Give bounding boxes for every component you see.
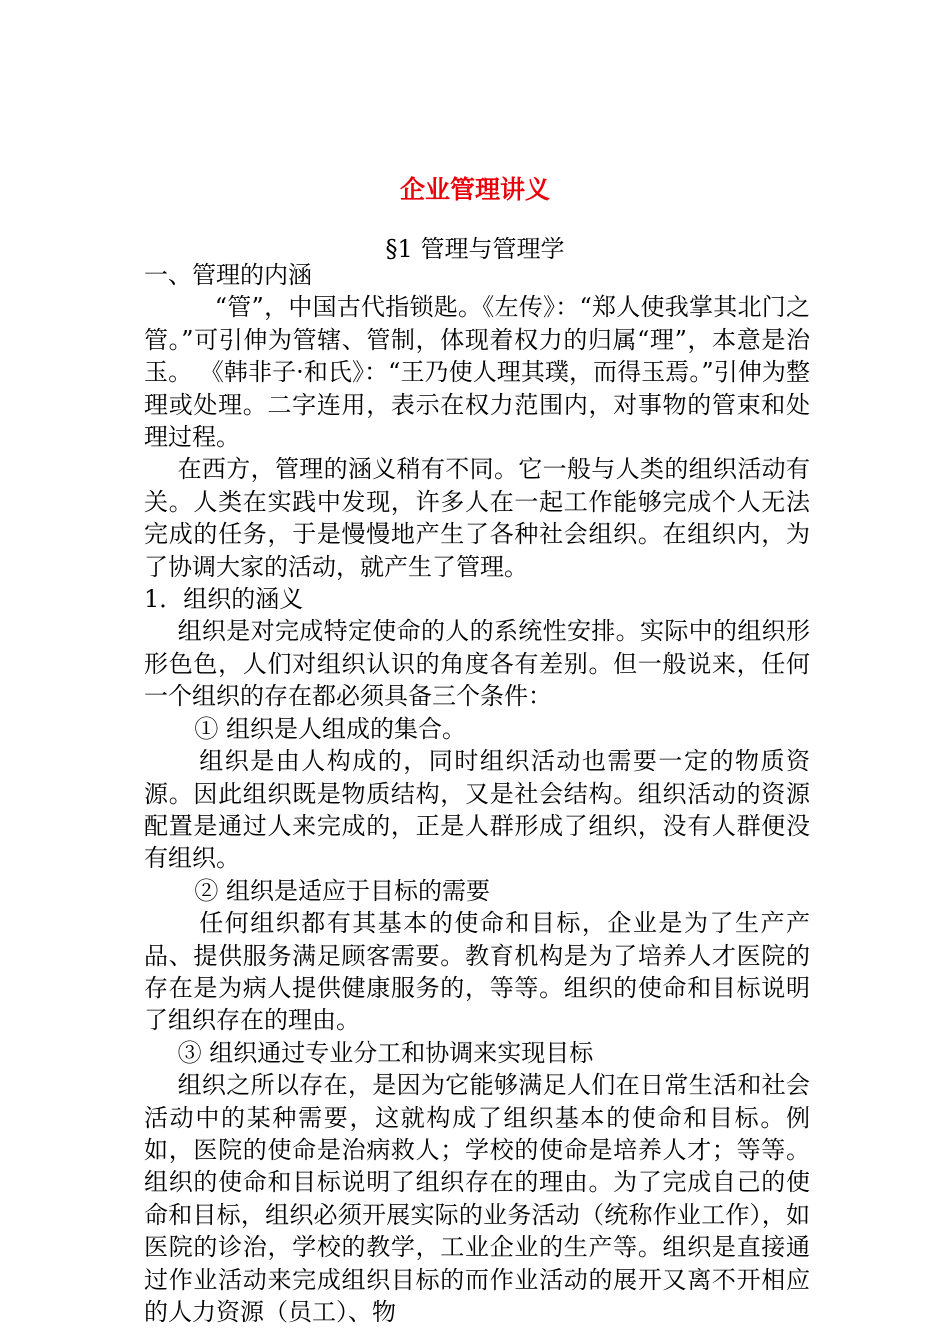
list-item: ② 组织是适应于目标的需要: [194, 876, 491, 905]
heading-organization-meaning: 1．组织的涵义: [144, 585, 304, 614]
paragraph: “管”，中国古代指锁匙。《左传》：“郑人使我掌其北门之管。”可引伸为管辖、管制，体现着权力的归属“理”，本意是治玉。 《韩非子·和氏》：“王乃使人理其璞，而得玉焉。”引伸为整理或处理。二字连用，表示在权力范围内，对事物的管束和处理过程。: [144, 293, 810, 452]
list-item: ① 组织是人组成的集合。: [194, 714, 467, 743]
paragraph: 组织是由人构成的，同时组织活动也需要一定的物质资源。因此组织既是物质结构，又是社会结构。组织活动的资源配置是通过人来完成的，正是人群形成了组织，没有人群便没有组织。: [144, 747, 810, 873]
section-title: §1 管理与管理学: [385, 235, 565, 263]
paragraph: 在西方，管理的涵义稍有不同。它一般与人类的组织活动有关。人类在实践中发现，许多人在一起工作能够完成个人无法完成的任务，于是慢慢地产生了各种社会组织。在组织内，为了协调大家的活动，就产生了管理。: [144, 455, 810, 581]
paragraph: 组织之所以存在，是因为它能够满足人们在日常生活和社会活动中的某种需要，这就构成了组织基本的使命和目标。例如，医院的使命是治病救人；学校的使命是培养人才；等等。组织的使命和目标说明了组织存在的理由。为了完成自己的使命和目标，组织必须开展实际的业务活动（统称作业工作），如医院的诊治，学校的教学，工业企业的生产等。组织是直接通过作业活动来完成组织目标的而作业活动的展开又离不开相应的人力资源（员工）、物: [144, 1071, 810, 1326]
document-title: 企业管理讲义: [399, 175, 550, 204]
paragraph: 任何组织都有其基本的使命和目标，企业是为了生产产品、提供服务满足顾客需要。教育机构是为了培养人才医院的存在是为病人提供健康服务的，等等。组织的使命和目标说明了组织存在的理由。: [144, 909, 810, 1035]
heading-management-meaning: 一、管理的内涵: [144, 261, 312, 289]
document-body: [144, 259, 810, 1328]
paragraph: 组织是对完成特定使命的人的系统性安排。实际中的组织形形色色，人们对组织认识的角度各有差别。但一般说来，任何一个组织的存在都必须具备三个条件：: [144, 617, 810, 711]
list-item: ③ 组织通过专业分工和协调来实现目标: [177, 1038, 594, 1067]
